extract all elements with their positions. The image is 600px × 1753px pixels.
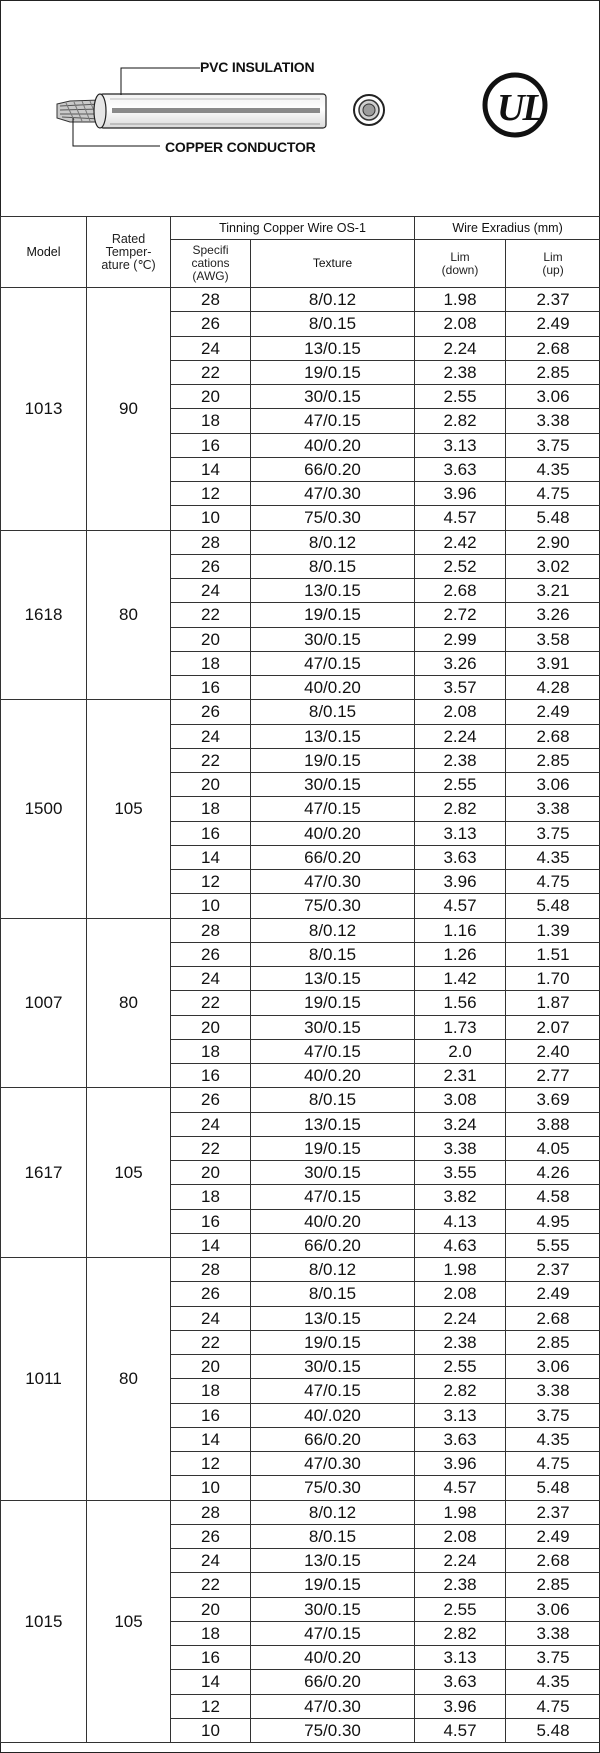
lim-up-cell: 1.87: [506, 991, 600, 1015]
texture-cell: 47/0.30: [251, 870, 415, 894]
lim-down-cell: 3.63: [415, 845, 506, 869]
awg-cell: 24: [171, 1112, 251, 1136]
lim-down-cell: 1.16: [415, 918, 506, 942]
model-cell: 1618: [1, 530, 87, 700]
lim-down-header: Lim (down): [415, 240, 506, 288]
lim-up-cell: 2.85: [506, 1573, 600, 1597]
lim-down-cell: 3.57: [415, 676, 506, 700]
lim-down-cell: 2.38: [415, 748, 506, 772]
lim-up-cell: 3.58: [506, 627, 600, 651]
lim-down-cell: 2.38: [415, 360, 506, 384]
lim-down-cell: 3.96: [415, 870, 506, 894]
texture-cell: 30/0.15: [251, 773, 415, 797]
texture-cell: 30/0.15: [251, 1355, 415, 1379]
texture-cell: 13/0.15: [251, 724, 415, 748]
lim-up-cell: 2.49: [506, 700, 600, 724]
texture-cell: 8/0.15: [251, 1524, 415, 1548]
lim-down-cell: 2.38: [415, 1330, 506, 1354]
texture-cell: 13/0.15: [251, 1112, 415, 1136]
texture-cell: 47/0.15: [251, 1185, 415, 1209]
lim-up-cell: 2.49: [506, 1282, 600, 1306]
awg-cell: 24: [171, 336, 251, 360]
texture-cell: 13/0.15: [251, 336, 415, 360]
lim-down-cell: 2.55: [415, 1355, 506, 1379]
texture-cell: 75/0.30: [251, 1718, 415, 1742]
lim-down-cell: 3.63: [415, 1670, 506, 1694]
awg-cell: 24: [171, 1306, 251, 1330]
lim-down-cell: 3.24: [415, 1112, 506, 1136]
awg-cell: 20: [171, 1015, 251, 1039]
lim-up-cell: 3.26: [506, 603, 600, 627]
lim-up-cell: 3.88: [506, 1112, 600, 1136]
texture-cell: 47/0.30: [251, 482, 415, 506]
lim-down-cell: 3.13: [415, 1646, 506, 1670]
lim-up-cell: 4.75: [506, 870, 600, 894]
lim-up-cell: 3.06: [506, 773, 600, 797]
awg-cell: 12: [171, 482, 251, 506]
lim-up-cell: 4.75: [506, 1452, 600, 1476]
lim-up-cell: 2.85: [506, 360, 600, 384]
lim-down-cell: 1.98: [415, 288, 506, 312]
table-row: [1, 530, 600, 554]
wire-group-header: Wire Exradius (mm): [415, 217, 600, 240]
lim-up-cell: 4.75: [506, 1694, 600, 1718]
lim-up-cell: 4.35: [506, 1670, 600, 1694]
cable-diagram: [0, 0, 600, 216]
lim-down-cell: 3.13: [415, 1403, 506, 1427]
texture-cell: 47/0.15: [251, 1621, 415, 1645]
insulation-leader: [121, 68, 200, 95]
specifications-header: Specifi cations (AWG): [171, 240, 251, 288]
awg-cell: 12: [171, 1452, 251, 1476]
lim-down-cell: 3.96: [415, 1452, 506, 1476]
lim-down-cell: 3.13: [415, 433, 506, 457]
texture-cell: 66/0.20: [251, 457, 415, 481]
temperature-cell: 105: [87, 1500, 171, 1743]
header-row-1: [1, 217, 600, 240]
texture-cell: 8/0.15: [251, 554, 415, 578]
lim-up-header: Lim (up): [506, 240, 600, 288]
lim-down-cell: 2.55: [415, 1597, 506, 1621]
lim-up-cell: 2.37: [506, 1500, 600, 1524]
texture-cell: 30/0.15: [251, 627, 415, 651]
lim-up-cell: 4.35: [506, 845, 600, 869]
lim-up-cell: 4.26: [506, 1161, 600, 1185]
texture-cell: 40/0.20: [251, 1646, 415, 1670]
texture-cell: 40/.020: [251, 1403, 415, 1427]
lim-up-cell: 2.49: [506, 1524, 600, 1548]
lim-up-cell: 4.35: [506, 1427, 600, 1451]
lim-down-cell: 3.13: [415, 821, 506, 845]
texture-cell: 47/0.15: [251, 409, 415, 433]
lim-up-cell: 3.69: [506, 1088, 600, 1112]
copper-conductor-label: COPPER CONDUCTOR: [165, 139, 316, 155]
lim-up-cell: 4.05: [506, 1136, 600, 1160]
texture-cell: 47/0.15: [251, 1379, 415, 1403]
lim-up-cell: 2.77: [506, 1064, 600, 1088]
awg-cell: 18: [171, 1185, 251, 1209]
lim-up-cell: 3.75: [506, 1646, 600, 1670]
texture-cell: 47/0.30: [251, 1452, 415, 1476]
lim-down-cell: 2.72: [415, 603, 506, 627]
lim-down-cell: 2.82: [415, 409, 506, 433]
awg-cell: 26: [171, 1282, 251, 1306]
texture-cell: 75/0.30: [251, 894, 415, 918]
awg-cell: 18: [171, 651, 251, 675]
texture-cell: 8/0.15: [251, 700, 415, 724]
lim-up-cell: 2.40: [506, 1039, 600, 1063]
texture-cell: 13/0.15: [251, 579, 415, 603]
awg-cell: 16: [171, 676, 251, 700]
model-cell: 1617: [1, 1088, 87, 1258]
lim-down-cell: 2.68: [415, 579, 506, 603]
texture-cell: 8/0.12: [251, 918, 415, 942]
lim-up-cell: 2.68: [506, 724, 600, 748]
texture-cell: 30/0.15: [251, 1161, 415, 1185]
lim-up-cell: 4.28: [506, 676, 600, 700]
lim-down-cell: 2.82: [415, 797, 506, 821]
awg-cell: 20: [171, 1597, 251, 1621]
lim-up-cell: 2.68: [506, 1549, 600, 1573]
tinning-group-header: Tinning Copper Wire OS-1: [171, 217, 415, 240]
texture-cell: 40/0.20: [251, 433, 415, 457]
lim-up-cell: 2.85: [506, 748, 600, 772]
awg-cell: 18: [171, 1379, 251, 1403]
awg-cell: 16: [171, 1646, 251, 1670]
awg-cell: 16: [171, 821, 251, 845]
lim-up-cell: 3.06: [506, 385, 600, 409]
lim-up-cell: 2.85: [506, 1330, 600, 1354]
texture-cell: 8/0.12: [251, 288, 415, 312]
awg-cell: 10: [171, 894, 251, 918]
awg-cell: 26: [171, 312, 251, 336]
lim-down-cell: 2.55: [415, 385, 506, 409]
lim-down-cell: 1.42: [415, 967, 506, 991]
awg-cell: 24: [171, 1549, 251, 1573]
lim-up-cell: 2.37: [506, 288, 600, 312]
texture-cell: 47/0.15: [251, 651, 415, 675]
awg-cell: 26: [171, 942, 251, 966]
lim-up-cell: 1.70: [506, 967, 600, 991]
texture-cell: 8/0.12: [251, 530, 415, 554]
model-cell: 1500: [1, 700, 87, 918]
texture-cell: 8/0.15: [251, 312, 415, 336]
awg-cell: 14: [171, 1670, 251, 1694]
lim-up-cell: 2.68: [506, 1306, 600, 1330]
table-row: [1, 700, 600, 724]
table-row: [1, 288, 600, 312]
awg-cell: 24: [171, 724, 251, 748]
texture-cell: 40/0.20: [251, 1064, 415, 1088]
lim-up-cell: 5.48: [506, 506, 600, 530]
lim-up-cell: 5.55: [506, 1233, 600, 1257]
texture-header: Texture: [251, 240, 415, 288]
lim-down-cell: 2.24: [415, 1306, 506, 1330]
awg-cell: 26: [171, 1088, 251, 1112]
lim-down-cell: 1.98: [415, 1500, 506, 1524]
lim-down-cell: 2.24: [415, 1549, 506, 1573]
lim-up-cell: 3.38: [506, 797, 600, 821]
lim-up-cell: 4.35: [506, 457, 600, 481]
awg-cell: 22: [171, 360, 251, 384]
awg-cell: 12: [171, 1694, 251, 1718]
lim-down-cell: 3.55: [415, 1161, 506, 1185]
lim-down-cell: 2.38: [415, 1573, 506, 1597]
awg-cell: 18: [171, 409, 251, 433]
lim-up-cell: 3.21: [506, 579, 600, 603]
texture-cell: 30/0.15: [251, 385, 415, 409]
awg-cell: 22: [171, 748, 251, 772]
texture-cell: 66/0.20: [251, 845, 415, 869]
lim-down-cell: 1.98: [415, 1258, 506, 1282]
lim-up-cell: 5.48: [506, 1718, 600, 1742]
temperature-cell: 80: [87, 1258, 171, 1501]
lim-down-cell: 2.08: [415, 1524, 506, 1548]
lim-up-cell: 5.48: [506, 1476, 600, 1500]
awg-cell: 20: [171, 385, 251, 409]
texture-cell: 66/0.20: [251, 1670, 415, 1694]
lim-down-cell: 1.73: [415, 1015, 506, 1039]
awg-cell: 22: [171, 603, 251, 627]
awg-cell: 26: [171, 554, 251, 578]
lim-down-cell: 1.56: [415, 991, 506, 1015]
lim-up-cell: 3.75: [506, 821, 600, 845]
texture-cell: 19/0.15: [251, 748, 415, 772]
lim-up-cell: 3.02: [506, 554, 600, 578]
lim-down-cell: 3.38: [415, 1136, 506, 1160]
lim-down-cell: 2.24: [415, 336, 506, 360]
awg-cell: 22: [171, 1573, 251, 1597]
texture-cell: 40/0.20: [251, 1209, 415, 1233]
model-cell: 1013: [1, 288, 87, 531]
pvc-insulation-label: PVC INSULATION: [200, 59, 315, 75]
awg-cell: 26: [171, 1524, 251, 1548]
model-cell: 1015: [1, 1500, 87, 1743]
awg-cell: 14: [171, 1233, 251, 1257]
texture-cell: 75/0.30: [251, 506, 415, 530]
lim-down-cell: 4.57: [415, 1718, 506, 1742]
lim-down-cell: 3.96: [415, 482, 506, 506]
lim-down-cell: 4.57: [415, 1476, 506, 1500]
awg-cell: 10: [171, 1476, 251, 1500]
lim-down-cell: 2.08: [415, 1282, 506, 1306]
lim-down-cell: 1.26: [415, 942, 506, 966]
lim-up-cell: 2.07: [506, 1015, 600, 1039]
texture-cell: 66/0.20: [251, 1233, 415, 1257]
lim-down-cell: 3.63: [415, 457, 506, 481]
lim-down-cell: 4.57: [415, 894, 506, 918]
texture-cell: 19/0.15: [251, 991, 415, 1015]
lim-up-cell: 3.06: [506, 1597, 600, 1621]
awg-cell: 14: [171, 845, 251, 869]
temperature-cell: 80: [87, 530, 171, 700]
texture-cell: 19/0.15: [251, 603, 415, 627]
lim-down-cell: 2.99: [415, 627, 506, 651]
lim-down-cell: 2.52: [415, 554, 506, 578]
temperature-cell: 105: [87, 1088, 171, 1258]
awg-cell: 26: [171, 700, 251, 724]
lim-down-cell: 2.82: [415, 1621, 506, 1645]
lim-up-cell: 1.51: [506, 942, 600, 966]
lim-down-cell: 4.13: [415, 1209, 506, 1233]
awg-cell: 10: [171, 506, 251, 530]
texture-cell: 40/0.20: [251, 821, 415, 845]
pvc-jacket: [94, 94, 326, 128]
model-cell: 1011: [1, 1258, 87, 1501]
texture-cell: 19/0.15: [251, 1136, 415, 1160]
awg-cell: 14: [171, 457, 251, 481]
texture-cell: 30/0.15: [251, 1597, 415, 1621]
temperature-cell: 80: [87, 918, 171, 1088]
table-row: [1, 1500, 600, 1524]
lim-up-cell: 3.75: [506, 433, 600, 457]
texture-cell: 8/0.12: [251, 1500, 415, 1524]
texture-cell: 13/0.15: [251, 1306, 415, 1330]
temperature-cell: 90: [87, 288, 171, 531]
lim-up-cell: 2.37: [506, 1258, 600, 1282]
awg-cell: 18: [171, 797, 251, 821]
lim-up-cell: 2.90: [506, 530, 600, 554]
model-header: Model: [1, 217, 87, 288]
awg-cell: 22: [171, 1136, 251, 1160]
texture-cell: 8/0.15: [251, 1282, 415, 1306]
lim-up-cell: 3.38: [506, 1379, 600, 1403]
awg-cell: 20: [171, 773, 251, 797]
lim-up-cell: 1.39: [506, 918, 600, 942]
lim-up-cell: 3.06: [506, 1355, 600, 1379]
awg-cell: 18: [171, 1621, 251, 1645]
awg-cell: 28: [171, 1258, 251, 1282]
awg-cell: 12: [171, 870, 251, 894]
awg-cell: 16: [171, 433, 251, 457]
spec-table: [0, 216, 600, 1743]
lim-down-cell: 2.31: [415, 1064, 506, 1088]
temperature-cell: 105: [87, 700, 171, 918]
texture-cell: 19/0.15: [251, 1573, 415, 1597]
table-row: [1, 1258, 600, 1282]
texture-cell: 30/0.15: [251, 1015, 415, 1039]
table-row: [1, 1088, 600, 1112]
awg-cell: 14: [171, 1427, 251, 1451]
awg-cell: 10: [171, 1718, 251, 1742]
awg-cell: 20: [171, 1161, 251, 1185]
awg-cell: 22: [171, 1330, 251, 1354]
lim-up-cell: 3.91: [506, 651, 600, 675]
lim-up-cell: 3.38: [506, 409, 600, 433]
cable-drawing: [0, 0, 600, 216]
awg-cell: 16: [171, 1403, 251, 1427]
texture-cell: 66/0.20: [251, 1427, 415, 1451]
texture-cell: 40/0.20: [251, 676, 415, 700]
lim-up-cell: 4.58: [506, 1185, 600, 1209]
awg-cell: 20: [171, 627, 251, 651]
texture-cell: 47/0.15: [251, 1039, 415, 1063]
texture-cell: 47/0.30: [251, 1694, 415, 1718]
awg-cell: 24: [171, 967, 251, 991]
awg-cell: 16: [171, 1064, 251, 1088]
rated-temperature-header: Rated Temper- ature (℃): [87, 217, 171, 288]
texture-cell: 8/0.15: [251, 1088, 415, 1112]
lim-down-cell: 4.63: [415, 1233, 506, 1257]
lim-down-cell: 2.0: [415, 1039, 506, 1063]
awg-cell: 16: [171, 1209, 251, 1233]
texture-cell: 47/0.15: [251, 797, 415, 821]
lim-up-cell: 5.48: [506, 894, 600, 918]
lim-down-cell: 2.42: [415, 530, 506, 554]
ul-logo-icon: [485, 75, 545, 135]
awg-cell: 18: [171, 1039, 251, 1063]
lim-down-cell: 3.96: [415, 1694, 506, 1718]
svg-text:UL: UL: [497, 87, 544, 129]
lim-up-cell: 3.75: [506, 1403, 600, 1427]
awg-cell: 22: [171, 991, 251, 1015]
texture-cell: 19/0.15: [251, 360, 415, 384]
lim-down-cell: 3.08: [415, 1088, 506, 1112]
awg-cell: 28: [171, 918, 251, 942]
lim-up-cell: 4.95: [506, 1209, 600, 1233]
lim-up-cell: 4.75: [506, 482, 600, 506]
awg-cell: 28: [171, 530, 251, 554]
cross-section-icon: [354, 95, 384, 125]
lim-down-cell: 3.82: [415, 1185, 506, 1209]
awg-cell: 28: [171, 288, 251, 312]
texture-cell: 19/0.15: [251, 1330, 415, 1354]
table-row: [1, 918, 600, 942]
lim-down-cell: 2.08: [415, 700, 506, 724]
model-cell: 1007: [1, 918, 87, 1088]
lim-down-cell: 3.26: [415, 651, 506, 675]
spec-table-body: [1, 217, 600, 1743]
lim-down-cell: 2.55: [415, 773, 506, 797]
lim-up-cell: 2.49: [506, 312, 600, 336]
texture-cell: 8/0.12: [251, 1258, 415, 1282]
lim-down-cell: 2.24: [415, 724, 506, 748]
lim-down-cell: 4.57: [415, 506, 506, 530]
awg-cell: 24: [171, 579, 251, 603]
texture-cell: 13/0.15: [251, 1549, 415, 1573]
texture-cell: 8/0.15: [251, 942, 415, 966]
texture-cell: 75/0.30: [251, 1476, 415, 1500]
lim-up-cell: 3.38: [506, 1621, 600, 1645]
lim-down-cell: 2.82: [415, 1379, 506, 1403]
awg-cell: 20: [171, 1355, 251, 1379]
lim-down-cell: 3.63: [415, 1427, 506, 1451]
lim-down-cell: 2.08: [415, 312, 506, 336]
awg-cell: 28: [171, 1500, 251, 1524]
lim-up-cell: 2.68: [506, 336, 600, 360]
texture-cell: 13/0.15: [251, 967, 415, 991]
